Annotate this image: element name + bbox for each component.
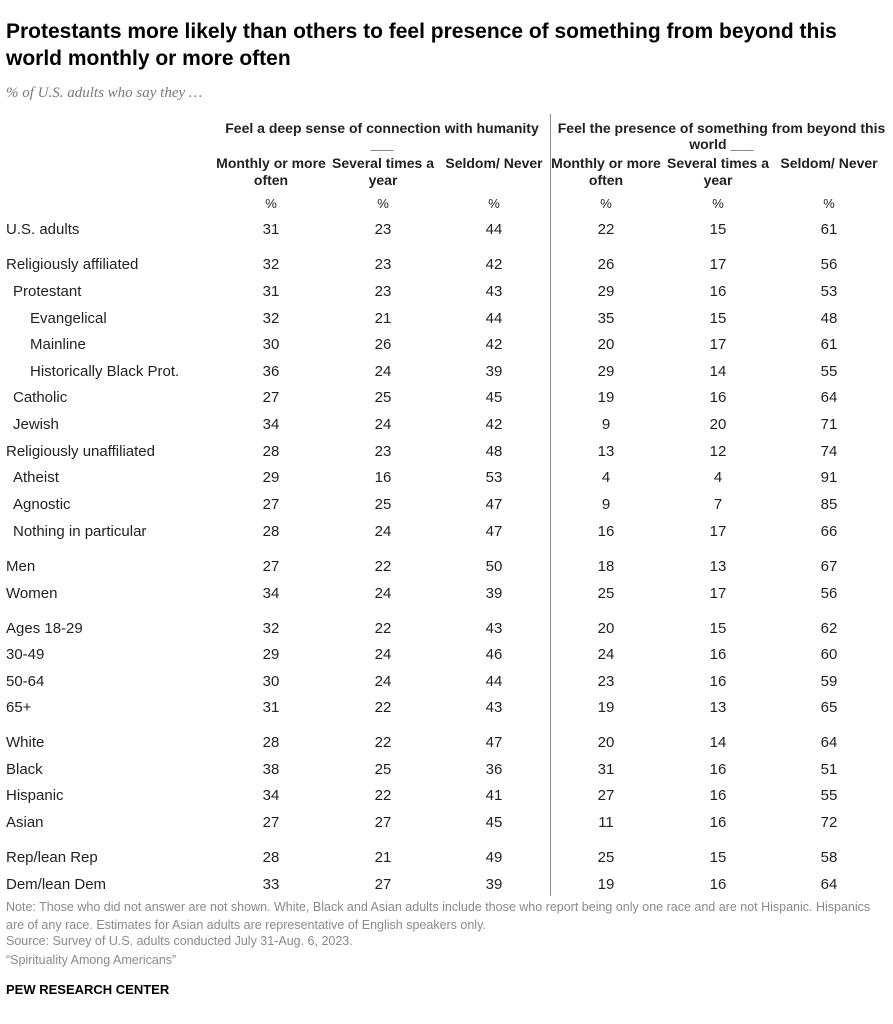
data-cell: 30 bbox=[262, 336, 280, 353]
group-header-connection: Feel a deep sense of connection with humanity ___ bbox=[225, 120, 539, 152]
row-label: Nothing in particular bbox=[13, 523, 147, 540]
data-cell: 39 bbox=[485, 585, 503, 602]
data-cell: 24 bbox=[374, 416, 392, 433]
row-label: U.S. adults bbox=[6, 221, 80, 238]
data-cell: 13 bbox=[709, 699, 727, 716]
data-cell: 24 bbox=[374, 585, 392, 602]
data-cell: 16 bbox=[374, 469, 392, 486]
table-row bbox=[0, 646, 893, 666]
data-cell: 16 bbox=[709, 673, 727, 690]
table-row bbox=[0, 310, 893, 330]
row-label: Women bbox=[6, 585, 58, 602]
row-label: 50-64 bbox=[6, 673, 45, 690]
data-cell: 23 bbox=[374, 256, 392, 273]
table-row bbox=[0, 620, 893, 640]
data-cell: 15 bbox=[709, 849, 727, 866]
data-cell: 48 bbox=[485, 443, 503, 460]
data-cell: 51 bbox=[820, 761, 838, 778]
data-cell: 27 bbox=[374, 814, 392, 831]
data-cell: 27 bbox=[262, 389, 280, 406]
data-cell: 25 bbox=[374, 761, 392, 778]
data-cell: 15 bbox=[709, 221, 727, 238]
column-header: Seldom/ Never bbox=[445, 155, 543, 171]
data-cell: 43 bbox=[485, 283, 503, 300]
data-cell: 25 bbox=[597, 849, 615, 866]
data-cell: 27 bbox=[262, 558, 280, 575]
table-row bbox=[0, 221, 893, 241]
data-cell: 24 bbox=[597, 646, 615, 663]
data-cell: 28 bbox=[262, 734, 280, 751]
data-cell: 14 bbox=[709, 734, 727, 751]
data-cell: 65 bbox=[820, 699, 838, 716]
data-cell: 25 bbox=[374, 496, 392, 513]
data-cell: 31 bbox=[262, 283, 280, 300]
data-cell: 23 bbox=[374, 283, 392, 300]
data-cell: 23 bbox=[597, 673, 615, 690]
data-cell: 20 bbox=[597, 620, 615, 637]
data-cell: 39 bbox=[485, 363, 503, 380]
data-cell: 9 bbox=[601, 496, 611, 513]
data-cell: 61 bbox=[820, 336, 838, 353]
data-cell: 9 bbox=[601, 416, 611, 433]
data-cell: 35 bbox=[597, 310, 615, 327]
data-cell: 21 bbox=[374, 849, 392, 866]
column-header: Monthly or more often bbox=[551, 155, 661, 188]
row-label: Mainline bbox=[30, 336, 86, 353]
data-cell: 47 bbox=[485, 734, 503, 751]
data-cell: 72 bbox=[820, 814, 838, 831]
data-cell: 44 bbox=[485, 310, 503, 327]
table-row bbox=[0, 363, 893, 383]
data-cell: 47 bbox=[485, 496, 503, 513]
data-cell: 20 bbox=[709, 416, 727, 433]
column-header: Seldom/ Never bbox=[780, 155, 878, 171]
data-cell: 16 bbox=[709, 814, 727, 831]
table-row bbox=[0, 389, 893, 409]
table-row bbox=[0, 787, 893, 807]
row-label: 65+ bbox=[6, 699, 32, 716]
row-label: Catholic bbox=[13, 389, 68, 406]
data-cell: 44 bbox=[485, 221, 503, 238]
data-cell: 42 bbox=[485, 256, 503, 273]
data-cell: 22 bbox=[374, 558, 392, 575]
data-cell: 66 bbox=[820, 523, 838, 540]
data-cell: 13 bbox=[709, 558, 727, 575]
data-cell: 43 bbox=[485, 699, 503, 716]
row-label: White bbox=[6, 734, 45, 751]
data-cell: 17 bbox=[709, 585, 727, 602]
data-cell: 27 bbox=[374, 876, 392, 893]
data-cell: 34 bbox=[262, 585, 280, 602]
data-cell: 48 bbox=[820, 310, 838, 327]
data-cell: 53 bbox=[485, 469, 503, 486]
row-label: Agnostic bbox=[13, 496, 71, 513]
row-label: 30-49 bbox=[6, 646, 45, 663]
data-cell: 56 bbox=[820, 256, 838, 273]
data-cell: 34 bbox=[262, 416, 280, 433]
data-cell: 16 bbox=[709, 389, 727, 406]
data-cell: 13 bbox=[597, 443, 615, 460]
table-row bbox=[0, 734, 893, 754]
data-cell: 47 bbox=[485, 523, 503, 540]
data-cell: 67 bbox=[820, 558, 838, 575]
table-row bbox=[0, 814, 893, 834]
table-row bbox=[0, 469, 893, 489]
table-row bbox=[0, 673, 893, 693]
table-row bbox=[0, 523, 893, 543]
data-cell: 43 bbox=[485, 620, 503, 637]
table-row bbox=[0, 416, 893, 436]
data-cell: 27 bbox=[597, 787, 615, 804]
data-cell: 71 bbox=[820, 416, 838, 433]
row-label: Religiously affiliated bbox=[6, 256, 139, 273]
data-cell: 23 bbox=[374, 443, 392, 460]
data-cell: 91 bbox=[820, 469, 838, 486]
unit-label: % bbox=[600, 196, 612, 211]
row-label: Evangelical bbox=[30, 310, 107, 327]
data-cell: 16 bbox=[709, 646, 727, 663]
table-row bbox=[0, 849, 893, 869]
unit-label: % bbox=[823, 196, 835, 211]
data-cell: 11 bbox=[598, 814, 614, 831]
data-cell: 22 bbox=[374, 787, 392, 804]
data-cell: 42 bbox=[485, 416, 503, 433]
data-cell: 31 bbox=[262, 699, 280, 716]
table-row bbox=[0, 256, 893, 276]
data-cell: 24 bbox=[374, 673, 392, 690]
data-cell: 32 bbox=[262, 310, 280, 327]
data-cell: 16 bbox=[597, 523, 615, 540]
data-cell: 61 bbox=[820, 221, 838, 238]
data-cell: 31 bbox=[262, 221, 280, 238]
data-cell: 15 bbox=[709, 310, 727, 327]
data-cell: 27 bbox=[262, 814, 280, 831]
data-cell: 4 bbox=[713, 469, 723, 486]
table-row bbox=[0, 761, 893, 781]
chart-title: Protestants more likely than others to feel presence of something from beyond this world monthly or more often bbox=[6, 20, 837, 70]
data-cell: 38 bbox=[262, 761, 280, 778]
data-cell: 44 bbox=[485, 673, 503, 690]
data-cell: 60 bbox=[820, 646, 838, 663]
data-cell: 23 bbox=[374, 221, 392, 238]
data-cell: 45 bbox=[485, 389, 503, 406]
data-cell: 16 bbox=[709, 283, 727, 300]
data-cell: 36 bbox=[262, 363, 280, 380]
data-cell: 28 bbox=[262, 849, 280, 866]
data-cell: 46 bbox=[485, 646, 503, 663]
table-row bbox=[0, 283, 893, 303]
data-cell: 74 bbox=[820, 443, 838, 460]
row-label: Atheist bbox=[13, 469, 59, 486]
data-cell: 55 bbox=[820, 363, 838, 380]
data-cell: 41 bbox=[485, 787, 503, 804]
row-label: Black bbox=[6, 761, 43, 778]
data-cell: 19 bbox=[597, 876, 615, 893]
data-cell: 17 bbox=[709, 336, 727, 353]
table-row bbox=[0, 443, 893, 463]
data-cell: 16 bbox=[709, 761, 727, 778]
data-cell: 22 bbox=[597, 221, 615, 238]
table-row bbox=[0, 558, 893, 578]
row-label: Hispanic bbox=[6, 787, 64, 804]
data-cell: 39 bbox=[485, 876, 503, 893]
data-cell: 64 bbox=[820, 389, 838, 406]
data-cell: 26 bbox=[597, 256, 615, 273]
row-label: Religiously unaffiliated bbox=[6, 443, 155, 460]
table-row bbox=[0, 585, 893, 605]
unit-label: % bbox=[712, 196, 724, 211]
data-cell: 14 bbox=[709, 363, 727, 380]
column-header: Monthly or more often bbox=[216, 155, 326, 188]
data-cell: 50 bbox=[485, 558, 503, 575]
row-label: Ages 18-29 bbox=[6, 620, 83, 637]
data-cell: 21 bbox=[374, 310, 392, 327]
data-cell: 18 bbox=[597, 558, 615, 575]
data-cell: 59 bbox=[820, 673, 838, 690]
data-cell: 53 bbox=[820, 283, 838, 300]
data-cell: 25 bbox=[374, 389, 392, 406]
row-label: Jewish bbox=[13, 416, 59, 433]
data-cell: 24 bbox=[374, 523, 392, 540]
data-cell: 32 bbox=[262, 620, 280, 637]
data-cell: 19 bbox=[597, 389, 615, 406]
data-cell: 22 bbox=[374, 620, 392, 637]
unit-label: % bbox=[265, 196, 277, 211]
data-cell: 24 bbox=[374, 363, 392, 380]
data-cell: 24 bbox=[374, 646, 392, 663]
row-label: Protestant bbox=[13, 283, 82, 300]
data-cell: 34 bbox=[262, 787, 280, 804]
data-cell: 29 bbox=[597, 363, 615, 380]
row-label: Rep/lean Rep bbox=[6, 849, 98, 866]
data-cell: 28 bbox=[262, 443, 280, 460]
data-cell: 12 bbox=[709, 443, 727, 460]
chart-subtitle: % of U.S. adults who say they … bbox=[6, 85, 203, 101]
row-label: Dem/lean Dem bbox=[6, 876, 107, 893]
data-cell: 22 bbox=[374, 699, 392, 716]
data-cell: 32 bbox=[262, 256, 280, 273]
data-cell: 55 bbox=[820, 787, 838, 804]
data-cell: 64 bbox=[820, 876, 838, 893]
table-row bbox=[0, 876, 893, 896]
organization-credit: PEW RESEARCH CENTER bbox=[6, 982, 170, 997]
data-cell: 17 bbox=[709, 523, 727, 540]
data-cell: 19 bbox=[597, 699, 615, 716]
data-cell: 26 bbox=[374, 336, 392, 353]
data-cell: 20 bbox=[597, 734, 615, 751]
data-cell: 85 bbox=[820, 496, 838, 513]
data-cell: 20 bbox=[597, 336, 615, 353]
data-cell: 15 bbox=[709, 620, 727, 637]
data-cell: 31 bbox=[597, 761, 615, 778]
data-cell: 22 bbox=[374, 734, 392, 751]
row-label: Historically Black Prot. bbox=[30, 363, 180, 380]
table-row bbox=[0, 699, 893, 719]
data-cell: 28 bbox=[262, 523, 280, 540]
data-cell: 56 bbox=[820, 585, 838, 602]
data-cell: 29 bbox=[262, 646, 280, 663]
unit-label: % bbox=[377, 196, 389, 211]
data-cell: 16 bbox=[709, 787, 727, 804]
report-title: “Spirituality Among Americans” bbox=[6, 953, 177, 967]
data-cell: 27 bbox=[262, 496, 280, 513]
data-cell: 62 bbox=[820, 620, 838, 637]
data-cell: 29 bbox=[597, 283, 615, 300]
data-cell: 25 bbox=[597, 585, 615, 602]
data-cell: 45 bbox=[485, 814, 503, 831]
data-cell: 30 bbox=[262, 673, 280, 690]
column-header: Several times a year bbox=[332, 155, 434, 188]
table-row bbox=[0, 496, 893, 516]
group-header-presence: Feel the presence of something from beyond this world ___ bbox=[557, 120, 886, 152]
row-label: Asian bbox=[6, 814, 44, 831]
data-cell: 49 bbox=[485, 849, 503, 866]
row-label: Men bbox=[6, 558, 36, 575]
data-cell: 64 bbox=[820, 734, 838, 751]
footnote: Note: Those who did not answer are not shown. White, Black and Asian adults include those who report being only one race and are not Hispanic. Hispanics are of any race. Estimates for Asian adults are representative of English speakers only. bbox=[6, 900, 871, 932]
data-cell: 4 bbox=[601, 469, 611, 486]
data-cell: 33 bbox=[262, 876, 280, 893]
source-line: Source: Survey of U.S. adults conducted July 31-Aug. 6, 2023. bbox=[6, 934, 353, 948]
data-cell: 7 bbox=[713, 496, 723, 513]
table-row bbox=[0, 336, 893, 356]
data-cell: 17 bbox=[709, 256, 727, 273]
data-cell: 42 bbox=[485, 336, 503, 353]
data-cell: 36 bbox=[485, 761, 503, 778]
column-header: Several times a year bbox=[667, 155, 769, 188]
data-cell: 58 bbox=[820, 849, 838, 866]
data-cell: 16 bbox=[709, 876, 727, 893]
data-cell: 29 bbox=[262, 469, 280, 486]
unit-label: % bbox=[488, 196, 500, 211]
